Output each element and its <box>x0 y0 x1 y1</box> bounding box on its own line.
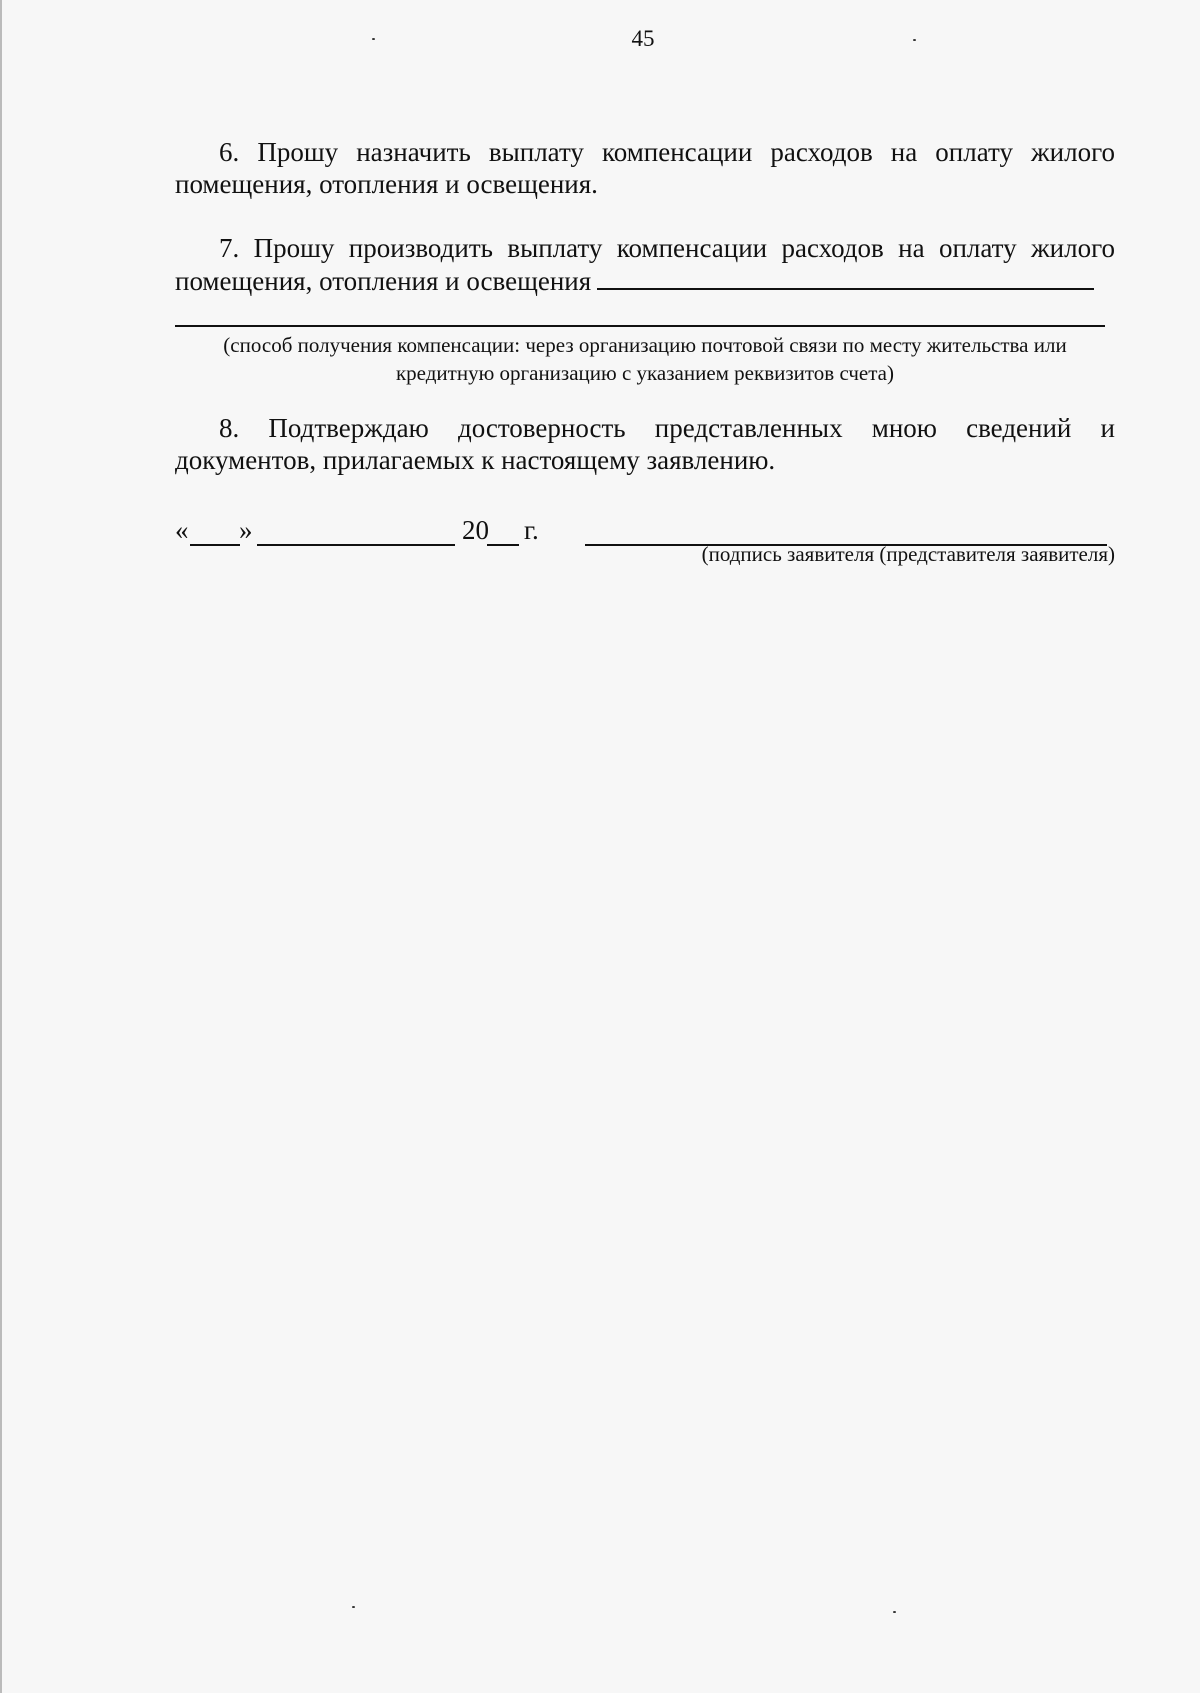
item-8-text-line-1: 8. Подтверждаю достоверность представленных мною сведений и <box>219 413 1115 443</box>
day-blank[interactable] <box>190 518 240 546</box>
date-signature-row <box>175 510 1115 546</box>
signature-caption: (подпись заявителя (представителя заявителя) <box>701 542 1115 566</box>
payment-method-blank-line-2[interactable] <box>175 325 1105 327</box>
page-number: 45 <box>631 26 655 51</box>
item-6-text: 6. Прошу назначить выплату компенсации расходов на оплату жилого помещения, отопления и освещения. <box>175 137 1115 199</box>
scan-speck <box>913 39 916 41</box>
scan-speck <box>352 1606 355 1608</box>
item-8-paragraph <box>175 412 1115 476</box>
scan-left-edge <box>0 0 2 1693</box>
scan-speck <box>372 38 375 40</box>
item-7-text: 7. Прошу производить выплату компенсации расходов на оплату жилого помещения, отопления и освещения <box>175 233 1115 296</box>
scan-speck <box>893 1611 896 1613</box>
item-6-paragraph <box>175 136 1115 200</box>
date-quote-close: » <box>239 515 253 545</box>
year-prefix: 20 <box>462 515 489 545</box>
payment-method-caption: (способ получения компенсации: через организацию почтовой связи по месту жительства или кредитную организацию с указанием реквизитов счета) <box>223 333 1067 385</box>
year-blank[interactable] <box>487 518 519 546</box>
year-suffix: г. <box>524 515 539 545</box>
payment-method-blank[interactable] <box>597 264 1094 290</box>
date-quote-open: « <box>175 515 189 545</box>
item-8-text-line-2: документов, прилагаемых к настоящему заявлению. <box>175 445 776 475</box>
item-7-paragraph <box>175 232 1115 297</box>
month-blank[interactable] <box>257 518 455 546</box>
